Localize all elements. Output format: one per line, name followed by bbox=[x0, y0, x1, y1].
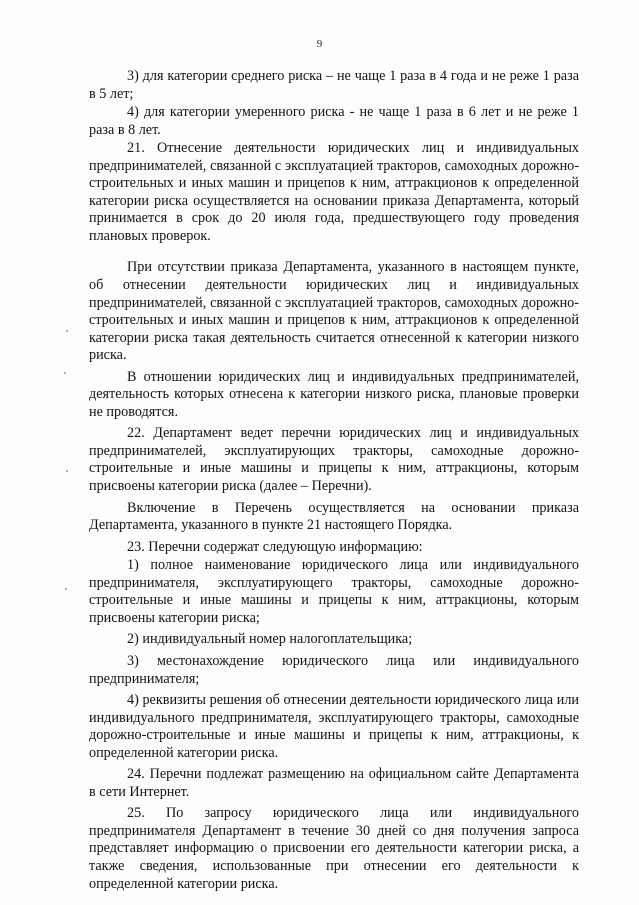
paragraph-item-4: 4) для категории умеренного риска - не чаще 1 раза в 6 лет и не реже 1 раза в 8 лет. bbox=[89, 104, 579, 138]
paragraph-23: 23. Перечни содержат следующую информацию: bbox=[127, 538, 423, 555]
paragraph-21-low-risk: В отношении юридических лиц и индивидуальных предпринимателей, деятельность которых отнесена к категории низкого риска, плановые проверки не проводятся. bbox=[89, 368, 579, 420]
scan-speck bbox=[65, 588, 67, 590]
document-body bbox=[89, 68, 579, 897]
paragraph-23-item-1: 1) полное наименование юридического лица или индивидуального предпринимателя, эксплуатирующего тракторы, самоходные дорожно-строительные и иные машины и прицепы к ним, аттракционы, которым присвоены категории риска; bbox=[89, 557, 579, 626]
paragraph-23-item-3: 3) местонахождение юридического лица или индивидуального предпринимателя; bbox=[89, 652, 579, 687]
scan-speck bbox=[66, 330, 68, 332]
paragraph-22: 22. Департамент ведет перечни юридических лиц и индивидуальных предпринимателей, эксплуатирующих тракторы, самоходные дорожно-строительные и иные машины и прицепы к ним, аттракционы, которым присвоены категории риска (далее – Перечни). bbox=[89, 425, 579, 495]
paragraph-23-item-4: 4) реквизиты решения об отнесении деятельности юридического лица или индивидуального предпринимателя, эксплуатирующего тракторы, самоходные дорожно-строительные и иные машины и прицепы к ним, аттракционы, к определенной категории риска. bbox=[89, 692, 579, 761]
scan-speck bbox=[66, 470, 68, 472]
paragraph-24: 24. Перечни подлежат размещению на официальном сайте Департамента в сети Интернет. bbox=[89, 766, 579, 800]
paragraph-item-3: 3) для категории среднего риска – не чаще 1 раза в 4 года и не реже 1 раза в 5 лет; bbox=[89, 68, 579, 102]
paragraph-25: 25. По запросу юридического лица или индивидуального предпринимателя Департамент в течение 30 дней со дня получения запроса представляет информацию о присвоении его деятельности категории риска, а также сведения, использованные при отнесении его деятельности к определенной категории риска. bbox=[89, 805, 579, 892]
paragraph-21: 21. Отнесение деятельности юридических лиц и индивидуальных предпринимателей, связанной с эксплуатацией тракторов, самоходных дорожно-строительных и иных машин и прицепов к ним, аттракционов к определенной категории риска осуществляется на основании приказа Департамента, который принимается в срок до 20 июля года, предшествующего году проведения плановых проверок. bbox=[89, 140, 579, 244]
paragraph-22-inclusion: Включение в Перечень осуществляется на основании приказа Департамента, указанного в пункте 21 настоящего Порядка. bbox=[89, 499, 579, 534]
paragraph-21-absence: При отсутствии приказа Департамента, указанного в настоящем пункте, об отнесении деятельности юридических лиц и индивидуальных предпринимателей, связанной с эксплуатацией тракторов, самоходных дорожно-строительных и иных машин и прицепов к ним, аттракционов к определенной категории риска такая деятельность считается отнесенной к категории низкого риска. bbox=[89, 259, 579, 364]
scan-speck bbox=[64, 372, 66, 374]
page-number: 9 bbox=[316, 38, 323, 50]
paragraph-23-item-2: 2) индивидуальный номер налогоплательщика; bbox=[127, 631, 413, 648]
